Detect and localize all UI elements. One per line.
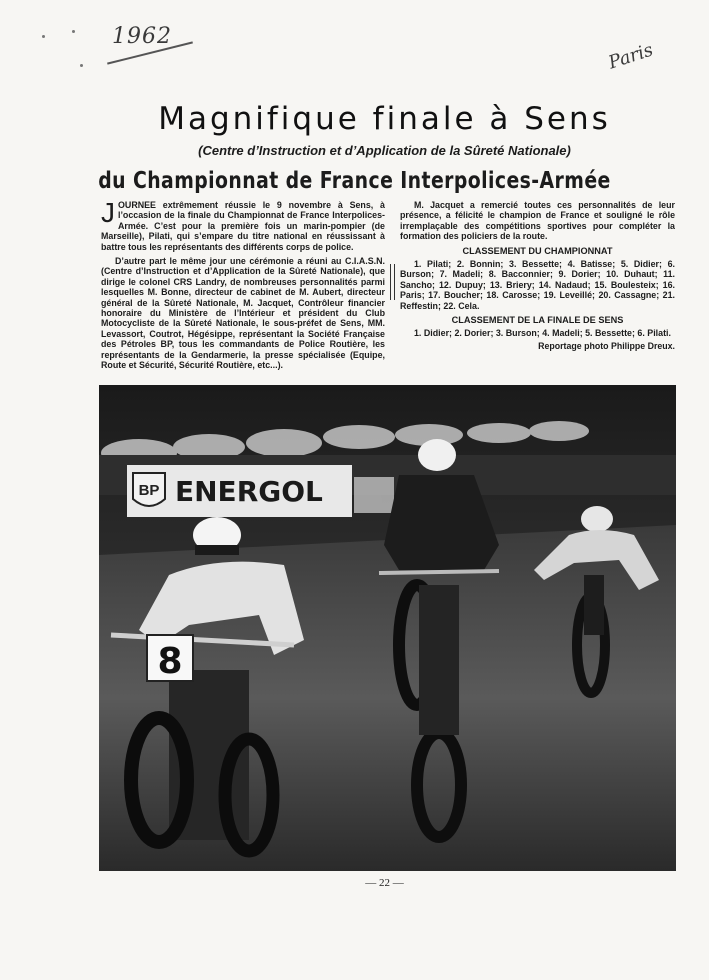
column-rule [394,264,395,300]
race-number-plate [147,635,193,682]
ceremony-paragraph: D’autre part le même jour une cérémonie a réuni au C.I.A.S.N. (Centre d’Instruction et d’Application de la Sûreté Nationale), que dirige le colonel CRS Landry, de nombreuses personnalités parmi lesquelles M. Bonne, directeur de cabinet de M. Aubert, directeur général de la Sûreté Nationale, M. Jacquet, Contrôleur financier honoraire du Ministère de l’Intérieur et président du Club Motocycliste de la Sûreté Nationale, le sous-préfet de Sens, MM. Levassort, Coutrot, Hégésippe, représentant la Société Française des Pétroles BP, tous les commandants de Police Routière, les représentants de la Gendarmerie, la presse spécialisée (Equipe, Route et Sécurité, Sécurité Routière, etc...). [101,256,385,371]
article-subtitle: (Centre d’Instruction et d’Application de la Sûreté Nationale) [198,143,571,158]
page-number: — 22 — [365,877,404,889]
championship-heading: CLASSEMENT DU CHAMPIONNAT [462,245,613,256]
photo-credit: Reportage photo Philippe Dreux. [538,340,675,351]
column-rule [390,264,391,300]
intro-text: OURNEE extrêmement réussie le 9 novembre à Sens, à l’occasion de la finale du Championnat de France Interpolices-Armée. C’est pour la première fois un marin-pompier (de Marseille), Pilati, qui s’empare du titre national en réussissant à battre tous les représentants des différents corps de police. [101,200,385,252]
drop-cap: J [101,197,115,228]
scan-speck [42,35,45,38]
handwritten-year: 1962 [112,24,172,49]
bp-logo-text: BP [138,482,160,499]
article-title: Magnifique finale à Sens [158,101,611,137]
intro-paragraph [101,197,385,252]
championship-results: 1. Pilati; 2. Bonnin; 3. Bessette; 4. Batisse; 5. Didier; 6. Burson; 7. Madeli; 8. Bacconnier; 9. Dorier; 10. Duhaut; 11. Sancho; 12. Dupuy; 13. Briery; 14. Nadaud; 15. Boulesteix; 16. Paris; 17. Boucher; 18. Carosse; 19. Leveillé; 20. Cassagne; 21. Reffestin; 22. Cela. [400,259,675,311]
energol-text: ENERGOL [175,475,323,508]
energol-banner [127,465,352,517]
scan-speck [80,64,83,67]
closing-paragraph: M. Jacquet a remercié toutes ces personnalités de leur présence, a félicité le champion de France et souligné le rôle irremplaçable des compétitions sportives pour compléter la formation des policiers de la route. [400,200,675,242]
race-number: 8 [157,641,183,682]
article-column-left [101,197,385,375]
race-photograph [99,385,676,871]
article-headline: du Championnat de France Interpolices-Armée [98,168,611,194]
final-results: 1. Didier; 2. Dorier; 3. Burson; 4. Madeli; 5. Bessette; 6. Pilati. [414,328,671,339]
article-column-right [400,200,675,351]
final-heading: CLASSEMENT DE LA FINALE DE SENS [451,315,624,326]
handwritten-city: Paris [605,39,656,74]
scan-speck [72,30,75,33]
